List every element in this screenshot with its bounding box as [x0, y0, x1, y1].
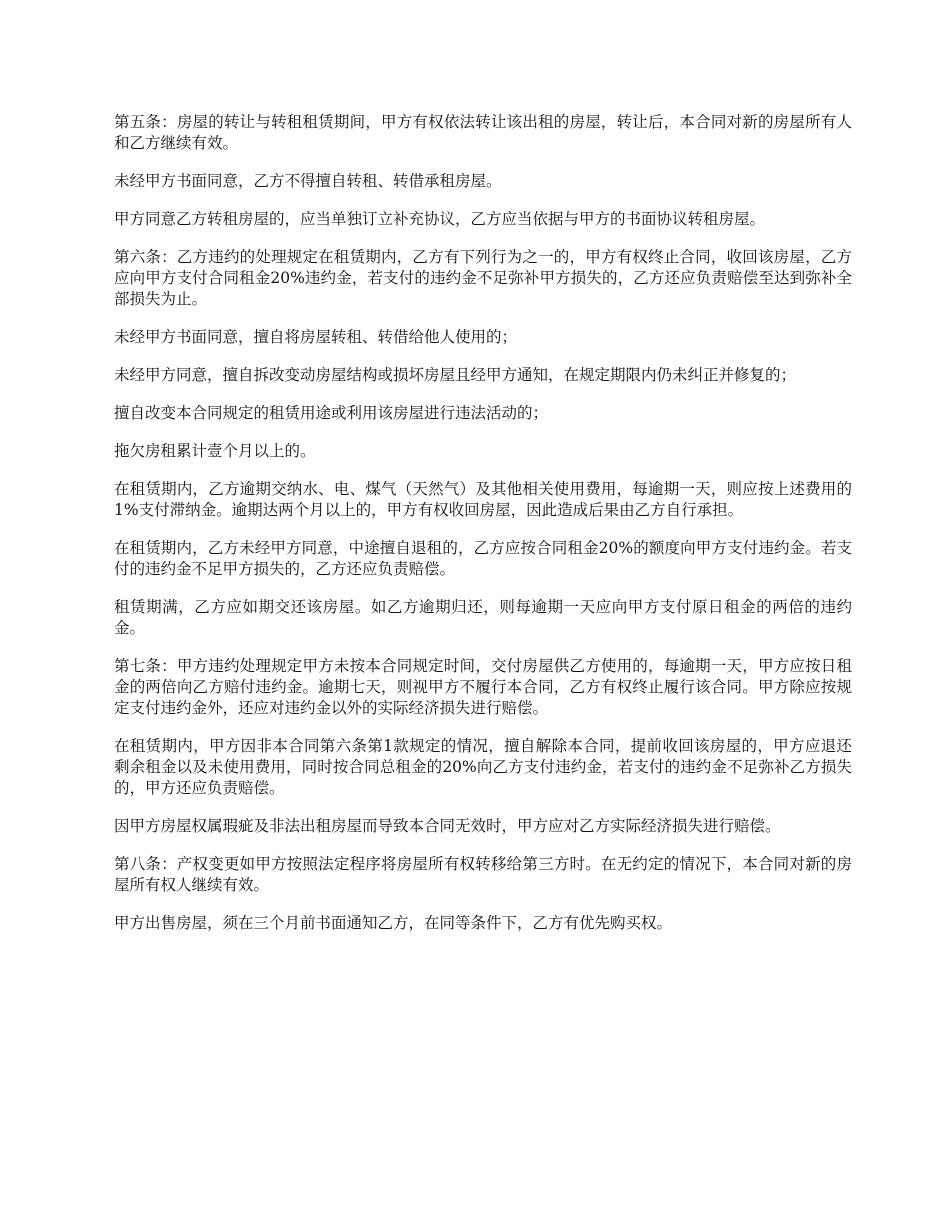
paragraph-no-sublet: 未经甲方书面同意，乙方不得擅自转租、转借承租房屋。 [114, 172, 502, 190]
paragraph-article-5: 第五条：房屋的转让与转租租赁期间，甲方有权依法转让该出租的房屋，转让后，本合同对新的房屋所有人和乙方继续有效。 [114, 113, 852, 152]
paragraph-breach-item-1: 未经甲方书面同意，擅自将房屋转租、转借给他人使用的； [114, 328, 518, 346]
paragraph-late-utilities: 在租赁期内，乙方逾期交纳水、电、煤气（天然气）及其他相关使用费用，每逾期一天，则应按上述费用的1%支付滞纳金。逾期达两个月以上的，甲方有权收回房屋，因此造成后果由乙方自行承担。 [114, 480, 852, 519]
paragraph-title-defect: 因甲方房屋权属瑕疵及非法出租房屋而导致本合同无效时，甲方应对乙方实际经济损失进行赔偿。 [114, 817, 781, 835]
paragraph-article-7: 第七条：甲方违约处理规定甲方未按本合同规定时间，交付房屋供乙方使用的，每逾期一天，甲方应按日租金的两倍向乙方赔付违约金。逾期七天，则视甲方不履行本合同，乙方有权终止履行该合同。甲方除应按规定支付违约金外，还应对违约金以外的实际经济损失进行赔偿。 [114, 657, 852, 717]
paragraph-breach-item-3: 擅自改变本合同规定的租赁用途或利用该房屋进行违法活动的； [114, 404, 549, 422]
paragraph-article-8: 第八条：产权变更如甲方按照法定程序将房屋所有权转移给第三方时。在无约定的情况下，本合同对新的房屋所有权人继续有效。 [114, 855, 852, 894]
paragraph-right-of-first-refusal: 甲方出售房屋，须在三个月前书面通知乙方，在同等条件下，乙方有优先购买权。 [114, 914, 673, 932]
document-body [114, 112, 852, 951]
paragraph-early-termination-landlord: 在租赁期内，甲方因非本合同第六条第1款规定的情况，擅自解除本合同，提前收回该房屋的，甲方应退还剩余租金以及未使用费用，同时按合同总租金的20%向乙方支付违约金，若支付的违约金不足弥补乙方损失的，甲方还应负责赔偿。 [114, 737, 852, 797]
paragraph-breach-item-2: 未经甲方同意，擅自拆改变动房屋结构或损坏房屋且经甲方通知，在规定期限内仍未纠正并修复的； [114, 366, 797, 384]
paragraph-lease-expiry: 租赁期满，乙方应如期交还该房屋。如乙方逾期归还，则每逾期一天应向甲方支付原日租金的两倍的违约金。 [114, 598, 852, 637]
paragraph-breach-item-4: 拖欠房租累计壹个月以上的。 [114, 442, 316, 460]
paragraph-article-6: 第六条：乙方违约的处理规定在租赁期内，乙方有下列行为之一的，甲方有权终止合同，收回该房屋，乙方应向甲方支付合同租金20%违约金，若支付的违约金不足弥补甲方损失的，乙方还应负责赔偿至达到弥补全部损失为止。 [114, 248, 852, 308]
paragraph-sublet-agreement: 甲方同意乙方转租房屋的，应当单独订立补充协议，乙方应当依据与甲方的书面协议转租房屋。 [114, 210, 766, 228]
paragraph-early-termination-tenant: 在租赁期内，乙方未经甲方同意，中途擅自退租的，乙方应按合同租金20%的额度向甲方支付违约金。若支付的违约金不足甲方损失的，乙方还应负责赔偿。 [114, 539, 852, 578]
